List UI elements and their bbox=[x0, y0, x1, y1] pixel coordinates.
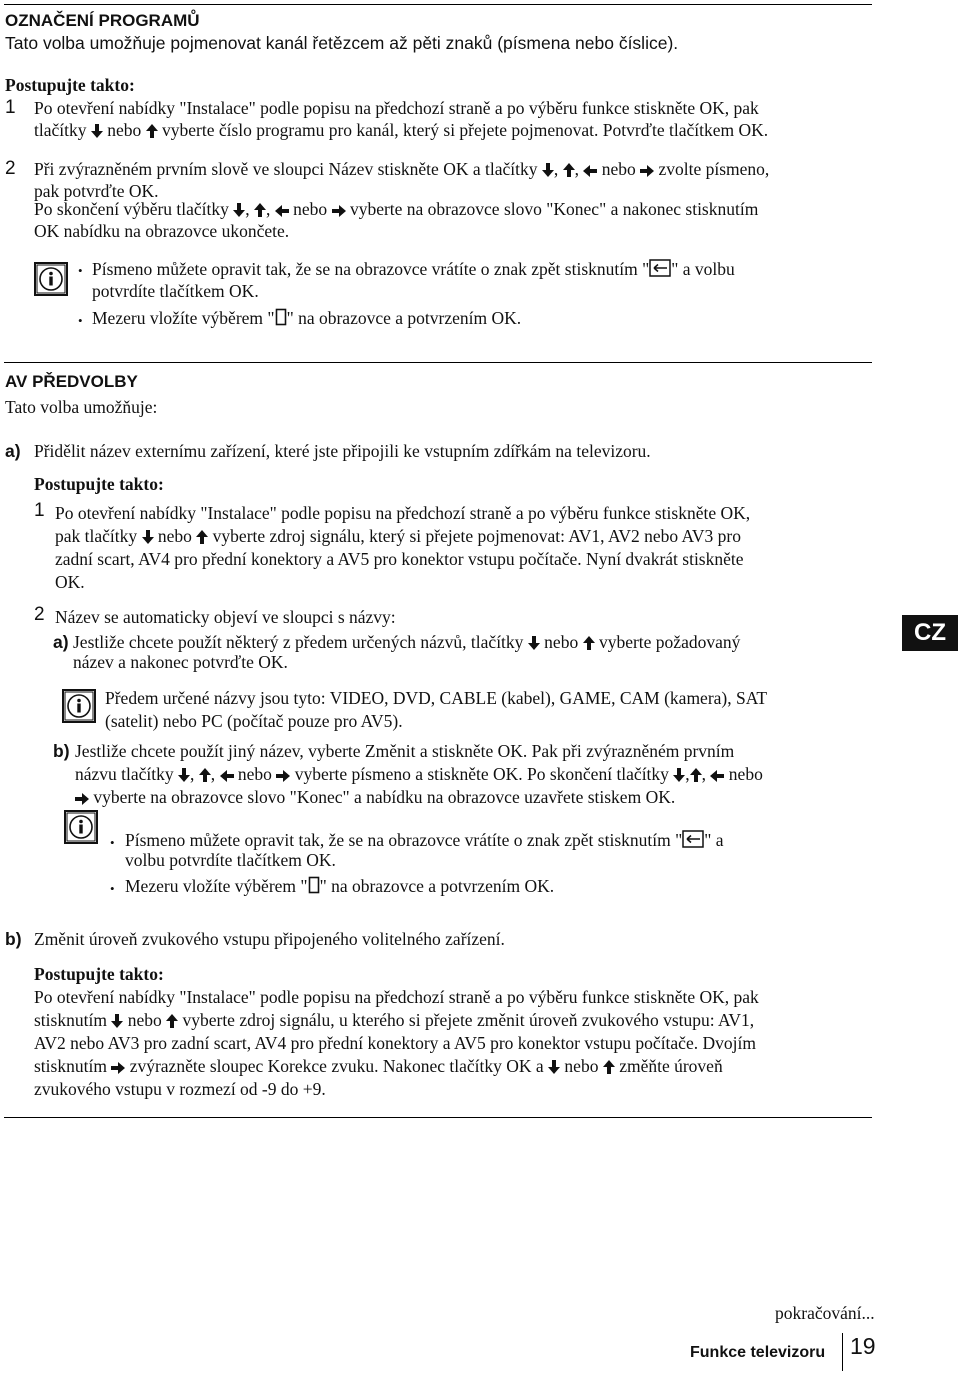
paragraph-line bbox=[34, 1009, 754, 1031]
text-run: Písmeno můžete opravit tak, že se na obrazovce vrátíte o znak zpět stisknutím " bbox=[125, 830, 683, 850]
text-run: nebo bbox=[293, 199, 328, 219]
info-icon bbox=[34, 262, 68, 296]
footer-section: Funkce televizoru bbox=[690, 1344, 826, 1361]
arrow-down-icon bbox=[91, 124, 103, 138]
item-label: b) bbox=[53, 741, 70, 761]
text-run: pak tlačítky bbox=[55, 526, 138, 546]
note-line: volbu potvrdíte tlačítkem OK. bbox=[125, 850, 336, 870]
text-run: vyberte požadovaný bbox=[598, 632, 741, 652]
text-run: vyberte písmeno a stiskněte OK. Po skončení tlačítky bbox=[294, 764, 669, 784]
item-line: název a nakonec potvrďte OK. bbox=[73, 652, 288, 672]
step-2-line: Název se automaticky objeví ve sloupci s názvy: bbox=[55, 607, 396, 627]
arrow-up-icon bbox=[563, 163, 575, 177]
footer-divider bbox=[842, 1333, 843, 1371]
text-run: nebo bbox=[728, 764, 763, 784]
paragraph-line bbox=[34, 1055, 723, 1077]
text-run: Při zvýrazněném prvním slově ve sloupci Název stiskněte OK a tlačítky bbox=[34, 159, 538, 179]
bullet: • bbox=[78, 313, 83, 328]
space-key-icon bbox=[308, 876, 320, 894]
arrow-right-icon bbox=[332, 205, 346, 217]
text-run: " a bbox=[704, 830, 724, 850]
arrow-right-icon bbox=[640, 165, 654, 177]
paragraph-line: Po otevření nabídky "Instalace" podle popisu na předchozí straně a po výběru funkce stiskněte OK, pak bbox=[34, 987, 759, 1007]
arrow-left-icon bbox=[220, 770, 234, 782]
text-run: názvu tlačítky bbox=[75, 764, 174, 784]
arrow-down-icon bbox=[142, 530, 154, 544]
paragraph-line: zvukového vstupu v rozmezí od -9 do +9. bbox=[34, 1079, 326, 1099]
steps-label: Postupujte takto: bbox=[5, 75, 135, 95]
item-line bbox=[73, 631, 740, 653]
text-run: vyberte zdroj signálu, který si přejete pojmenovat: AV1, AV2 nebo AV3 pro bbox=[212, 526, 742, 546]
text-run: Mezeru vložíte výběrem " bbox=[92, 308, 275, 328]
arrow-down-icon bbox=[673, 768, 685, 782]
text-run: vyberte na obrazovce slovo "Konec" a nabídku na obrazovce uzavřete stiskem OK. bbox=[93, 787, 676, 807]
item-line: názvu tlačítky , , nebo vyberte písmeno a stiskněte OK. Po skončení tlačítky , , nebo bbox=[75, 764, 763, 784]
arrow-down-icon bbox=[548, 1060, 560, 1074]
note-line bbox=[92, 307, 521, 329]
item-label: a) bbox=[53, 632, 69, 652]
arrow-up-icon bbox=[254, 203, 266, 217]
note-line bbox=[92, 258, 735, 280]
info-icon bbox=[62, 689, 96, 723]
text-run: nebo bbox=[564, 1056, 599, 1076]
text-run: vyberte číslo programu pro kanál, který si přejete pojmenovat. Potvrďte tlačítkem OK. bbox=[162, 120, 769, 140]
text-run: Po skončení výběru tlačítky bbox=[34, 199, 229, 219]
arrow-right-icon bbox=[276, 770, 290, 782]
back-key-icon bbox=[682, 830, 704, 848]
bullet: • bbox=[110, 835, 115, 850]
step-1-line bbox=[55, 525, 741, 547]
text-run: zvýrazněte sloupec Korekce zvuku. Nakonec tlačítky OK a bbox=[129, 1056, 544, 1076]
arrow-down-icon bbox=[178, 768, 190, 782]
text-run: zvolte písmeno, bbox=[658, 159, 770, 179]
page-number: 19 bbox=[850, 1333, 876, 1359]
steps-label: Postupujte takto: bbox=[34, 964, 164, 984]
section-rule bbox=[4, 362, 872, 363]
arrow-right-icon bbox=[75, 793, 89, 805]
space-key-icon bbox=[275, 308, 287, 326]
text-run: vyberte zdroj signálu, u kterého si přejete změnit úroveň zvukového vstupu: AV1, bbox=[182, 1010, 755, 1030]
continued-text: pokračování... bbox=[775, 1303, 875, 1323]
text-run: nebo bbox=[107, 120, 142, 140]
arrow-up-icon bbox=[690, 768, 702, 782]
bullet: • bbox=[110, 881, 115, 896]
arrow-up-icon bbox=[146, 124, 158, 138]
step-number: 1 bbox=[5, 97, 16, 118]
bullet: • bbox=[78, 263, 83, 278]
item-label: b) bbox=[5, 929, 22, 949]
top-rule bbox=[4, 4, 872, 5]
item-line: Jestliže chcete použít jiný název, vyberte Změnit a stiskněte OK. Pak při zvýrazněném prvním bbox=[75, 741, 735, 761]
text-run: " a volbu bbox=[671, 259, 735, 279]
note-line bbox=[125, 875, 554, 897]
item-label: a) bbox=[5, 441, 21, 461]
info-line: Předem určené názvy jsou tyto: VIDEO, DVD, CABLE (kabel), GAME, CAM (kamera), SAT bbox=[105, 688, 768, 708]
text-run: " na obrazovce a potvrzením OK. bbox=[319, 876, 555, 896]
arrow-up-icon bbox=[166, 1014, 178, 1028]
info-line: (satelit) nebo PC (počítač pouze pro AV5). bbox=[105, 711, 403, 731]
step-number: 2 bbox=[5, 158, 16, 179]
arrow-up-icon bbox=[196, 530, 208, 544]
section-intro: Tato volba umožňuje pojmenovat kanál řetězcem až pěti znaků (písmena nebo číslice). bbox=[5, 33, 679, 53]
arrow-up-icon bbox=[199, 768, 211, 782]
arrow-left-icon bbox=[710, 770, 724, 782]
step-1-line: zadní scart, AV4 pro přední konektory a AV5 pro konektor vstupu počítače. Nyní dvakrát stiskněte bbox=[55, 549, 744, 569]
arrow-down-icon bbox=[528, 636, 540, 650]
step-2-line: OK nabídku na obrazovce ukončete. bbox=[34, 221, 290, 241]
steps-label: Postupujte takto: bbox=[34, 474, 164, 494]
step-1-line bbox=[34, 119, 768, 141]
item-text: Změnit úroveň zvukového vstupu připojeného volitelného zařízení. bbox=[34, 929, 505, 949]
step-1-line: OK. bbox=[55, 572, 85, 592]
step-1-line: Po otevření nabídky "Instalace" podle popisu na předchozí straně a po výběru funkce stiskněte OK, pak bbox=[34, 98, 759, 118]
arrow-up-icon bbox=[583, 636, 595, 650]
info-icon bbox=[64, 810, 98, 844]
step-1-line: Po otevření nabídky "Instalace" podle popisu na předchozí straně a po výběru funkce stiskněte OK, bbox=[55, 503, 751, 523]
text-run: " na obrazovce a potvrzením OK. bbox=[286, 308, 522, 328]
step-2-line: Při zvýrazněném prvním slově ve sloupci Název stiskněte OK a tlačítky , , nebo zvolte písmeno, bbox=[34, 159, 770, 179]
text-run: nebo bbox=[157, 526, 192, 546]
text-run: nebo bbox=[601, 159, 636, 179]
text-run: Jestliže chcete použít některý z předem určených názvů, tlačítky bbox=[73, 632, 524, 652]
text-run: stisknutím bbox=[34, 1010, 107, 1030]
paragraph-line: AV2 nebo AV3 pro zadní scart, AV4 pro přední konektory a AV5 pro konektor vstupu počítače. Dvojím bbox=[34, 1033, 756, 1053]
text-run: vyberte na obrazovce slovo "Konec" a nakonec stisknutím bbox=[349, 199, 759, 219]
item-line bbox=[75, 786, 675, 808]
arrow-left-icon bbox=[583, 165, 597, 177]
step-2-line: Po skončení výběru tlačítky , , nebo vyberte na obrazovce slovo "Konec" a nakonec stisknutím bbox=[34, 199, 759, 219]
step-number: 1 bbox=[34, 500, 45, 521]
back-key-icon bbox=[649, 259, 671, 277]
section-title: OZNAČENÍ PROGRAMŮ bbox=[5, 11, 200, 30]
text-run: Mezeru vložíte výběrem " bbox=[125, 876, 308, 896]
arrow-down-icon bbox=[111, 1014, 123, 1028]
text-run: změňte úroveň bbox=[619, 1056, 723, 1076]
step-number: 2 bbox=[34, 604, 45, 625]
arrow-down-icon bbox=[233, 203, 245, 217]
note-line bbox=[125, 829, 724, 851]
text-run: nebo bbox=[237, 764, 272, 784]
arrow-right-icon bbox=[111, 1062, 125, 1074]
bottom-rule bbox=[4, 1117, 872, 1118]
arrow-down-icon bbox=[542, 163, 554, 177]
text-run: tlačítky bbox=[34, 120, 87, 140]
arrow-left-icon bbox=[275, 205, 289, 217]
section-intro: Tato volba umožňuje: bbox=[5, 397, 158, 417]
text-run: Písmeno můžete opravit tak, že se na obrazovce vrátíte o znak zpět stisknutím " bbox=[92, 259, 650, 279]
section-title: AV PŘEDVOLBY bbox=[5, 372, 138, 391]
language-tab: CZ bbox=[902, 615, 958, 651]
text-run: stisknutím bbox=[34, 1056, 107, 1076]
note-line: potvrdíte tlačítkem OK. bbox=[92, 281, 259, 301]
step-2-line: pak potvrďte OK. bbox=[34, 181, 159, 201]
text-run: nebo bbox=[544, 632, 579, 652]
text-run: nebo bbox=[127, 1010, 162, 1030]
arrow-up-icon bbox=[603, 1060, 615, 1074]
item-text: Přidělit název externímu zařízení, které jste připojili ke vstupním zdířkám na televizoru. bbox=[34, 441, 651, 461]
